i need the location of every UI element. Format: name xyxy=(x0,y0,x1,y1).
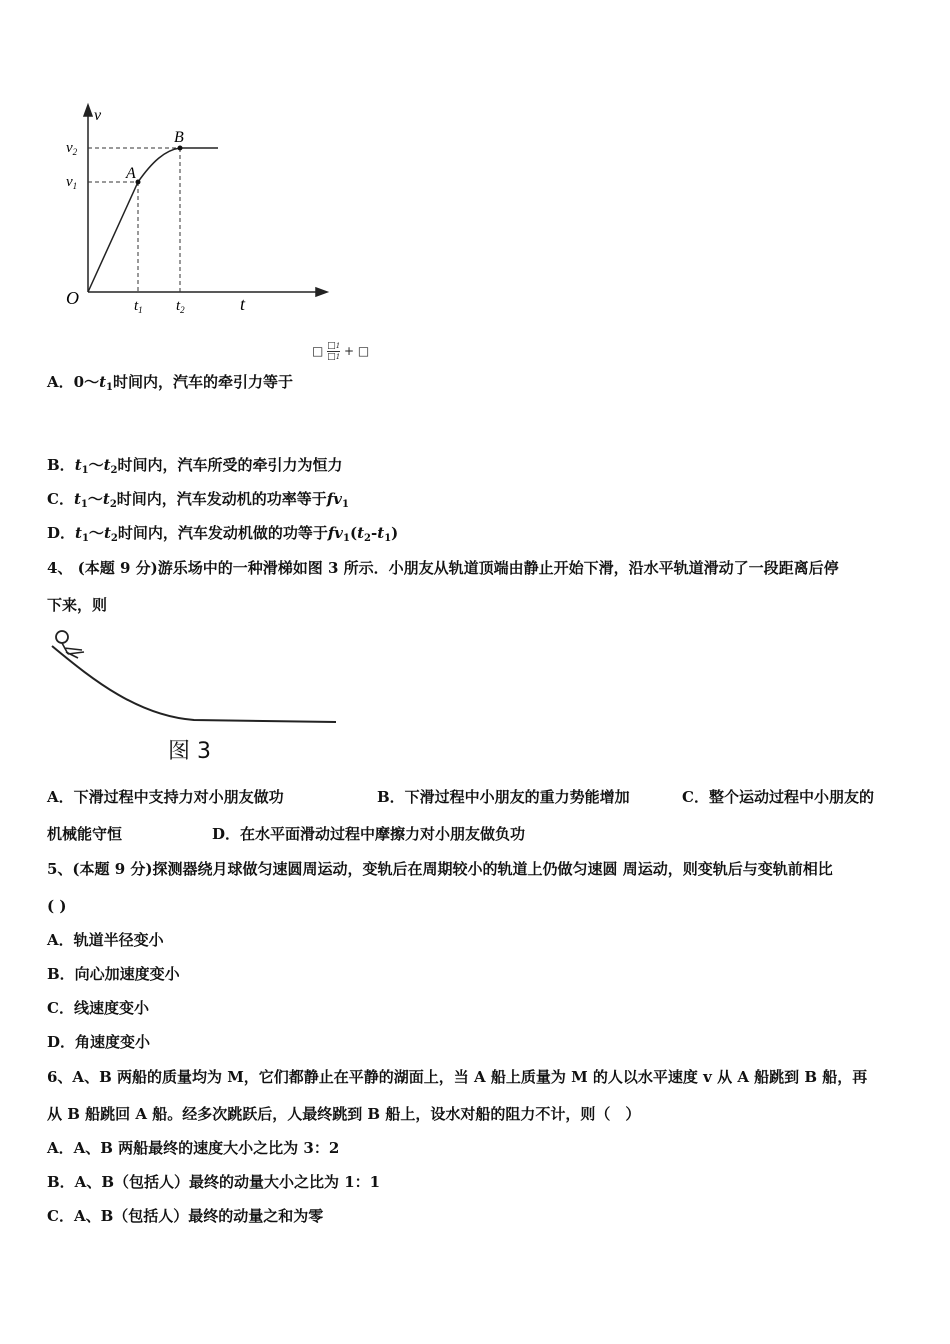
q6-stem-line2: 从 B 船跳回 A 船。经多次跳跃后，人最终跳到 B 船上，设水对船的阻力不计，则（ ） xyxy=(47,1105,641,1123)
q6-stem-line1: 6、A、B 两船的质量均为 M，它们都静止在平静的湖面上，当 A 船上质量为 M 的人以水平速度 v 从 A 船跳到 B 船，再 xyxy=(47,1068,868,1086)
figure-3-caption: 图 3 xyxy=(168,739,211,764)
q4-stem-line1: 4、 (本题 9 分)游乐场中的一种滑梯如图 3 所示．小朋友从轨道顶端由静止开始下滑，沿水平轨道滑动了一段距离后停 xyxy=(47,559,839,577)
q6-option-a: A．A、B 两船最终的速度大小之比为 3：2 xyxy=(47,1139,340,1157)
q5-option-c: C．线速度变小 xyxy=(47,999,149,1017)
label-t1: $t_1$ xyxy=(134,298,143,315)
label-point-a: A xyxy=(126,165,136,182)
t-axis-arrow xyxy=(316,288,327,296)
q5-option-a: A．轨道半径变小 xyxy=(47,931,164,949)
q4-option-b: B．下滑过程中小朋友的重力势能增加 xyxy=(377,788,630,806)
q3-option-d: D．$t_1\sim t_2$时间内，汽车发动机做的功等于$fv_1(t_2-t_1)$ xyxy=(47,524,399,544)
formula-plus: + xyxy=(343,344,355,358)
segment-oa xyxy=(88,182,138,292)
formula-fragment: □ $\frac{□1}{□1}$ + □ xyxy=(312,341,370,362)
label-t2: $t_2$ xyxy=(176,298,185,315)
q5-option-b: B．向心加速度变小 xyxy=(47,965,180,983)
label-v2: $v_2$ xyxy=(66,140,78,157)
formula-box-left: □ xyxy=(312,344,324,358)
label-origin: O xyxy=(66,288,79,308)
curve-ab xyxy=(138,148,180,182)
label-point-b: B xyxy=(174,129,184,146)
q4-option-c: C．整个运动过程中小朋友的 xyxy=(682,788,874,806)
point-b-dot xyxy=(178,146,183,151)
point-a-dot xyxy=(136,180,141,185)
q4-stem-line2: 下来，则 xyxy=(47,596,108,614)
q3-option-c: C．$t_1\sim t_2$时间内，汽车发动机的功率等于$fv_1$ xyxy=(47,490,349,510)
label-v-axis: v xyxy=(94,107,102,124)
q5-stem-line2: ( ) xyxy=(47,897,67,915)
slide-figure xyxy=(44,626,344,736)
q6-option-c: C．A、B（包括人）最终的动量之和为零 xyxy=(47,1207,324,1225)
v-axis-arrow xyxy=(84,105,92,116)
label-t-axis: t xyxy=(240,294,246,314)
q4-option-a: A．下滑过程中支持力对小朋友做功 xyxy=(47,788,284,806)
q3-option-a: A．$0\sim t_1$时间内，汽车的牵引力等于 xyxy=(47,373,293,393)
q5-option-d: D．角速度变小 xyxy=(47,1033,151,1051)
label-v1: $v_1$ xyxy=(66,174,78,191)
q6-option-b: B．A、B（包括人）最终的动量大小之比为 1：1 xyxy=(47,1173,381,1191)
child-head-icon xyxy=(56,631,68,643)
slide-track xyxy=(52,646,336,722)
q4-option-d: D．在水平面滑动过程中摩擦力对小朋友做负功 xyxy=(212,825,526,843)
velocity-time-graph xyxy=(60,100,350,340)
q5-stem-line1: 5、(本题 9 分)探测器绕月球做匀速圆周运动，变轨后在周期较小的轨道上仍做匀速圆 周运动，则变轨后与变轨前相比 xyxy=(47,860,833,878)
q4-option-c-cont: 机械能守恒 xyxy=(47,825,123,843)
q3-option-b: B．$t_1\sim t_2$时间内，汽车所受的牵引力为恒力 xyxy=(47,456,343,476)
formula-box-right: □ xyxy=(357,344,370,358)
